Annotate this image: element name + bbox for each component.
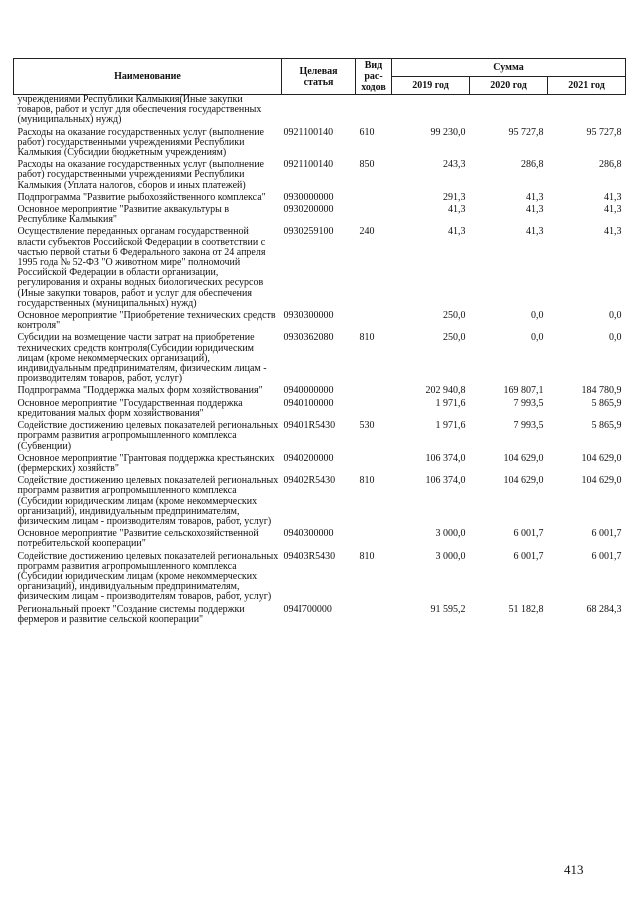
row-code: 0930362080	[283, 332, 334, 344]
table-header	[14, 59, 626, 95]
row-value-2020: 169 807,1	[503, 385, 544, 397]
row-vid: 530	[359, 420, 375, 432]
row-value-2019: 3 000,0	[435, 528, 466, 540]
row-value-2020: 41,3	[526, 204, 544, 216]
row-vid	[356, 311, 392, 333]
table-row	[14, 529, 626, 551]
row-code: 0930200000	[283, 204, 334, 216]
row-value-2021: 184 780,9	[581, 385, 622, 397]
row-code: 0940100000	[283, 397, 334, 409]
row-code: 0930300000	[283, 310, 334, 322]
row-value-2019: 250,0	[443, 310, 466, 322]
row-vid	[356, 386, 392, 398]
row-value-2021: 0,0	[609, 332, 622, 344]
row-value-2019: 1 971,6	[435, 420, 466, 432]
row-code: 0930000000	[283, 191, 334, 203]
row-value-2020: 286,8	[521, 159, 544, 171]
table-row	[14, 333, 626, 386]
row-value-2021: 5 865,9	[591, 397, 622, 409]
row-value-2020: 6 001,7	[513, 528, 544, 540]
row-value-2021	[548, 95, 626, 128]
row-value-2021: 286,8	[599, 159, 622, 171]
table-row	[14, 205, 626, 227]
table-row	[14, 476, 626, 529]
row-vid	[356, 95, 392, 128]
row-vid	[356, 399, 392, 421]
row-vid: 810	[359, 475, 375, 487]
header-vid: Вид рас-ходов	[356, 59, 392, 95]
row-code: 0921100140	[283, 159, 334, 171]
table-row	[14, 95, 626, 128]
row-vid: 240	[359, 226, 375, 238]
row-name: Расходы на оказание государственных услуг (выполнение работ) государственными учреждениями Республики Калмыкия (Уплата налогов, сборов и иных платежей)	[17, 159, 264, 191]
row-value-2019: 291,3	[443, 191, 466, 203]
row-name: Подпрограмма "Поддержка малых форм хозяйствования"	[17, 385, 263, 397]
row-value-2021: 6 001,7	[591, 528, 622, 540]
row-name: Основное мероприятие "Грантовая поддержка крестьянских (фермерских) хозяйств"	[17, 452, 275, 474]
row-value-2019: 106 374,0	[425, 475, 466, 487]
row-vid: 810	[359, 332, 375, 344]
row-name: Основное мероприятие "Приобретение технических средств контроля"	[17, 310, 276, 332]
row-value-2019: 99 230,0	[430, 126, 466, 138]
row-value-2019: 1 971,6	[435, 397, 466, 409]
table-row	[14, 160, 626, 193]
row-vid	[356, 193, 392, 205]
row-vid	[356, 605, 392, 627]
row-value-2021: 0,0	[609, 310, 622, 322]
row-value-2019: 91 595,2	[430, 603, 466, 615]
header-code: Целевая статья	[282, 59, 356, 95]
row-vid: 850	[359, 159, 375, 171]
row-value-2021: 95 727,8	[586, 126, 622, 138]
header-sum: Сумма	[392, 59, 626, 77]
row-value-2019: 250,0	[443, 332, 466, 344]
row-value-2020: 51 182,8	[508, 603, 544, 615]
row-code: 09402R5430	[283, 475, 336, 487]
table-row	[14, 386, 626, 398]
row-code: 0940200000	[283, 452, 334, 464]
row-name: Содействие достижению целевых показателей региональных программ развития агропромышленного комплекса (Субсидии юридическим лицам (кроме некоммерческих организаций), индивидуальным предпринимателям, физическим лицам - производителям товаров, работ, услуг)	[17, 550, 279, 603]
header-year-2019: 2019 год	[392, 77, 470, 95]
row-name: Основное мероприятие "Развитие аквакультуры в Республике Калмыкия"	[17, 204, 230, 226]
row-code: 0940000000	[283, 385, 334, 397]
table-row	[14, 227, 626, 311]
page-number: 413	[564, 862, 584, 877]
table-row	[14, 421, 626, 454]
budget-table	[13, 58, 626, 627]
row-name: Содействие достижению целевых показателей региональных программ развития агропромышленного комплекса (Субсидии юридическим лицам (кроме некоммерческих организаций), индивидуальным предпринимателям, физическим лицам - производителям товаров, работ, услуг)	[17, 475, 279, 527]
table-row	[14, 399, 626, 421]
row-value-2021: 68 284,3	[586, 603, 622, 615]
row-value-2020: 41,3	[526, 191, 544, 203]
row-value-2020: 0,0	[531, 332, 544, 344]
row-value-2020	[470, 95, 548, 128]
row-name: Подпрограмма "Развитие рыбохозяйственного комплекса"	[17, 191, 266, 203]
row-value-2021: 6 001,7	[591, 550, 622, 562]
row-code: 09401R5430	[283, 420, 336, 432]
row-value-2020: 6 001,7	[513, 550, 544, 562]
row-value-2021: 41,3	[604, 226, 622, 238]
row-value-2020: 95 727,8	[508, 126, 544, 138]
row-code: 09403R5430	[283, 550, 336, 562]
row-name: Содействие достижению целевых показателей региональных программ развития агропромышленного комплекса (Субвенции)	[17, 420, 279, 452]
row-value-2019: 41,3	[448, 204, 466, 216]
row-name: Субсидии на возмещение части затрат на приобретение технических средств контроля(Субсидии юридическим лицам (кроме некоммерческих организаций), индивидуальным предпринимателям, физическим лицам - производителям товаров, работ, услуг)	[17, 332, 267, 385]
row-value-2020: 0,0	[531, 310, 544, 322]
row-name: Региональный проект "Создание системы поддержки фермеров и развитие сельской кооперации"	[17, 603, 245, 625]
table-row	[14, 605, 626, 627]
row-value-2020: 104 629,0	[503, 475, 544, 487]
table-body	[14, 95, 626, 627]
row-code: 094I700000	[283, 603, 332, 615]
row-value-2020: 7 993,5	[513, 420, 544, 432]
header-year-2020: 2020 год	[470, 77, 548, 95]
row-value-2021: 5 865,9	[591, 420, 622, 432]
row-name: учреждениями Республики Калмыкия(Иные закупки товаров, работ и услуг для обеспечения государственных (муниципальных) нужд)	[17, 94, 262, 126]
table-row	[14, 552, 626, 605]
header-year-2021: 2021 год	[548, 77, 626, 95]
row-value-2021: 41,3	[604, 204, 622, 216]
row-code	[282, 95, 356, 128]
row-value-2019: 3 000,0	[435, 550, 466, 562]
row-vid: 810	[359, 550, 375, 562]
row-vid: 610	[359, 126, 375, 138]
row-vid	[356, 205, 392, 227]
header-name: Наименование	[14, 59, 282, 95]
row-value-2020: 7 993,5	[513, 397, 544, 409]
row-value-2021: 41,3	[604, 191, 622, 203]
row-name: Основное мероприятие "Государственная поддержка кредитования малых форм хозяйствования"	[17, 397, 243, 419]
row-value-2019	[392, 95, 470, 128]
row-vid	[356, 454, 392, 476]
row-value-2019: 243,3	[443, 159, 466, 171]
row-value-2020: 41,3	[526, 226, 544, 238]
row-code: 0921100140	[283, 126, 334, 138]
table-row	[14, 311, 626, 333]
row-value-2019: 41,3	[448, 226, 466, 238]
table-row	[14, 454, 626, 476]
row-value-2019: 202 940,8	[425, 385, 466, 397]
row-vid	[356, 529, 392, 551]
row-code: 0930259100	[283, 226, 334, 238]
row-code: 0940300000	[283, 528, 334, 540]
row-value-2020: 104 629,0	[503, 452, 544, 464]
row-name: Основное мероприятие "Развитие сельскохозяйственной потребительской кооперации"	[17, 528, 259, 550]
row-name: Осуществление переданных органам государственной власти субъектов Российской Федерации в соответствии с частью первой статьи 6 Федерального закона от 24 апреля 1995 года № 52-ФЗ "О животном мире" полномочий Российской Федерации в области организации, регулирования и охраны водных биологических ресурсов (Иные закупки товаров, работ и услуг для обеспечения государственных (муниципальных) нужд)	[17, 226, 266, 309]
table-row	[14, 128, 626, 161]
row-value-2021: 104 629,0	[581, 475, 622, 487]
row-value-2019: 106 374,0	[425, 452, 466, 464]
row-value-2021: 104 629,0	[581, 452, 622, 464]
row-name: Расходы на оказание государственных услуг (выполнение работ) государственными учреждениями Республики Калмыкия (Субсидии бюджетным учреждениям)	[17, 126, 264, 159]
